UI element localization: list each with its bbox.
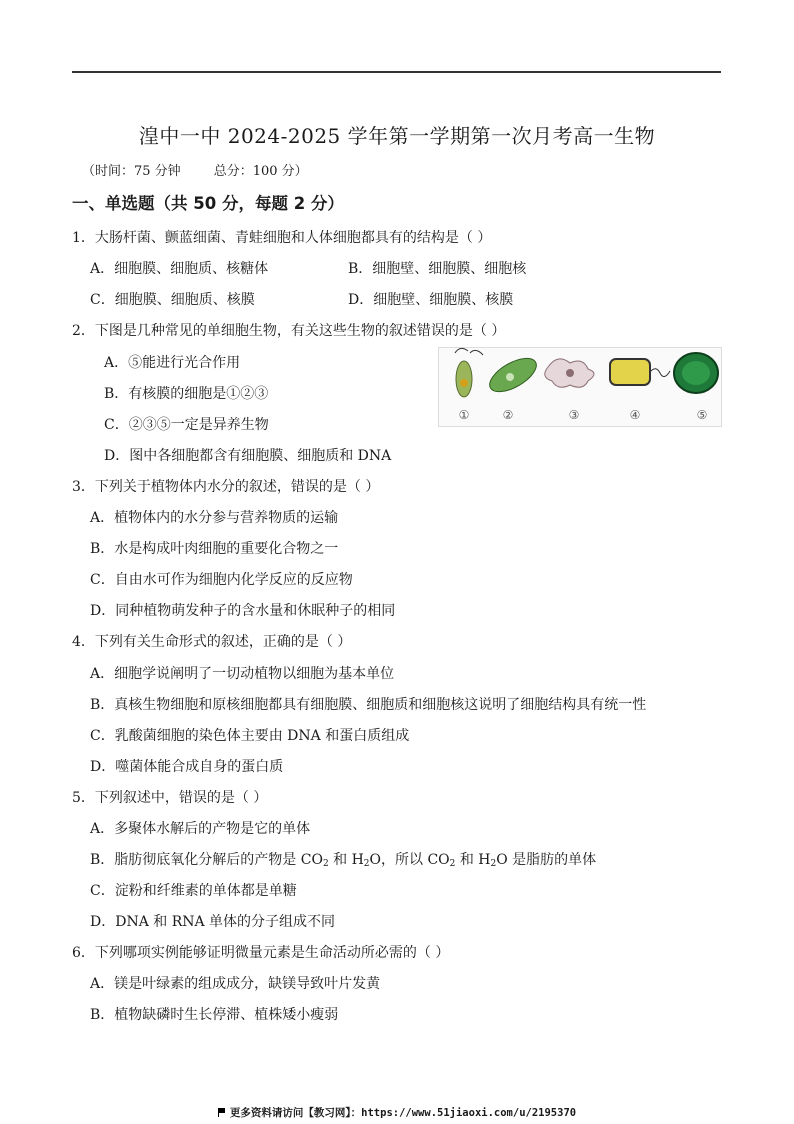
question-4-option-d: D．噬菌体能合成自身的蛋白质 — [90, 759, 284, 775]
question-1-option-b: B．细胞壁、细胞膜、细胞核 — [348, 261, 527, 277]
organism-5-image — [674, 353, 718, 393]
exam-meta: （时间：75 分钟 总分：100 分） — [82, 164, 308, 179]
question-5-option-b: B．脂肪彻底氧化分解后的产物是 $CO_2$ 和 $H_2O$，所以 $CO_2$ 和 $H_2O$ 是脂肪的单体 — [90, 852, 597, 869]
figure-label-3: ③ — [568, 408, 580, 422]
footer-link[interactable] — [0, 1105, 794, 1120]
question-1-stem: 1．大肠杆菌、颤蓝细菌、青蛙细胞和人体细胞都具有的结构是（ ） — [72, 230, 492, 246]
single-cell-organisms-figure — [438, 347, 722, 427]
question-2-option-b: B．有核膜的细胞是①②③ — [104, 386, 269, 402]
figure-label-4: ④ — [629, 408, 641, 422]
question-6-option-a: A．镁是叶绿素的组成成分，缺镁导致叶片发黄 — [90, 976, 381, 992]
question-3-option-c: C．自由水可作为细胞内化学反应的反应物 — [90, 572, 353, 588]
top-rule — [72, 71, 721, 73]
section-title: 一、单选题（共 50 分，每题 2 分） — [72, 194, 344, 213]
question-2-option-c: C．②③⑤一定是异养生物 — [104, 417, 269, 433]
question-6-stem: 6．下列哪项实例能够证明微量元素是生命活动所必需的（ ） — [72, 945, 450, 961]
question-3-option-d: D．同种植物萌发种子的含水量和休眠种子的相同 — [90, 603, 396, 619]
question-4-option-b: B．真核生物细胞和原核细胞都具有细胞膜、细胞质和细胞核这说明了细胞结构具有统一性 — [90, 697, 647, 713]
question-2-stem: 2．下图是几种常见的单细胞生物，有关这些生物的叙述错误的是（ ） — [72, 323, 506, 339]
question-6-option-b: B．植物缺磷时生长停滞、植株矮小瘦弱 — [90, 1007, 339, 1023]
question-2-option-d: D．图中各细胞都含有细胞膜、细胞质和 DNA — [104, 448, 392, 464]
figure-label-2: ② — [502, 408, 514, 422]
figure-label-1: ① — [458, 408, 470, 422]
page-title: 湟中一中 2024-2025 学年第一学期第一次月考高一生物 — [138, 124, 656, 148]
flag-icon — [218, 1108, 226, 1117]
question-4-option-c: C．乳酸菌细胞的染色体主要由 DNA 和蛋白质组成 — [90, 728, 410, 744]
figure-label-5: ⑤ — [696, 408, 708, 422]
question-3-option-a: A．植物体内的水分参与营养物质的运输 — [90, 510, 339, 526]
question-1-option-d: D．细胞壁、细胞膜、核膜 — [348, 292, 514, 308]
question-4-option-a: A．细胞学说阐明了一切动植物以细胞为基本单位 — [90, 666, 395, 682]
question-1-option-a: A．细胞膜、细胞质、核糖体 — [90, 261, 269, 277]
question-5-stem: 5．下列叙述中，错误的是（ ） — [72, 790, 268, 806]
question-3-option-b: B．水是构成叶肉细胞的重要化合物之一 — [90, 541, 339, 557]
question-5-option-c: C．淀粉和纤维素的单体都是单糖 — [90, 883, 297, 899]
question-5-option-a: A．多聚体水解后的产物是它的单体 — [90, 821, 311, 837]
question-4-stem: 4．下列有关生命形式的叙述，正确的是（ ） — [72, 634, 352, 650]
footer-text: 更多资料请访问【教习网】：https://www.51jiaoxi.com/u/2195370 — [229, 1107, 577, 1119]
question-5-option-d: D．DNA 和 RNA 单体的分子组成不同 — [90, 914, 336, 930]
question-1-option-c: C．细胞膜、细胞质、核膜 — [90, 292, 255, 308]
question-2-option-a: A．⑤能进行光合作用 — [104, 355, 241, 371]
question-3-stem: 3．下列关于植物体内水分的叙述，错误的是（ ） — [72, 479, 380, 495]
